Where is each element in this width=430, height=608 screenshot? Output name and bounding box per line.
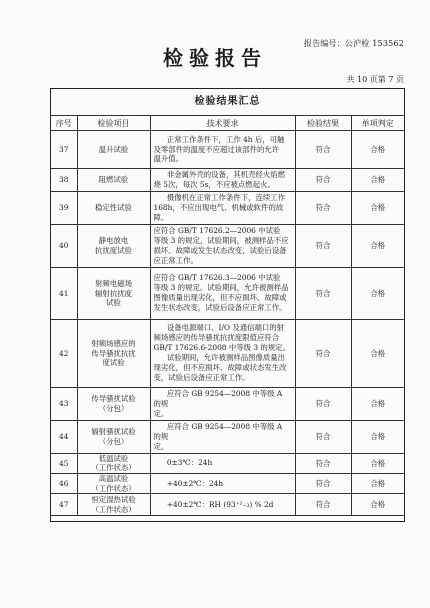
test-result: 符合 <box>295 387 351 420</box>
requirement-line: +40±2℃：RH (93⁺²₋₃) % 2d <box>166 499 274 509</box>
test-item <box>77 420 150 453</box>
technical-requirement <box>150 453 295 473</box>
test-item-line: 静电放电 <box>98 236 129 246</box>
test-item-line: 射频场感应的 <box>91 338 136 348</box>
test-result: 符合 <box>295 131 351 169</box>
technical-requirement <box>150 169 295 192</box>
row-number: 45 <box>51 453 77 473</box>
row-number: 42 <box>51 319 77 387</box>
technical-requirement <box>150 131 295 169</box>
technical-requirement <box>150 474 295 494</box>
test-item-line: 传导骚扰试验 <box>91 394 136 404</box>
technical-requirement <box>150 420 295 453</box>
item-verdict: 合格 <box>351 224 404 267</box>
technical-requirement <box>150 319 295 387</box>
item-verdict: 合格 <box>351 474 404 494</box>
col-header-item: 检验项目 <box>77 116 150 131</box>
item-verdict: 合格 <box>351 169 404 192</box>
requirement-line: 应符合 GB/T 17626.3—2006 中试验 <box>153 273 281 283</box>
test-item-line: 射频电磁场 <box>95 278 132 288</box>
requirement-line: 频场感应的传导骚扰抗扰度限值应符合 <box>153 333 280 343</box>
requirement-line: 应符合 GB 9254—2008 中等级 A 的规 <box>153 388 283 408</box>
requirement-line: 试验期间，允许被测样品图像质量出 <box>166 353 286 363</box>
test-result: 符合 <box>295 191 351 224</box>
item-verdict: 合格 <box>351 131 404 169</box>
requirement-line: 168h，不应出现电气、机械或软件的故障。 <box>153 202 284 222</box>
requirement-line: 温升值。 <box>153 154 184 164</box>
requirement-line: 应符合 GB/T 17626.2—2006 中试验 <box>153 225 281 235</box>
summary-title: 检验结果汇总 <box>51 89 404 116</box>
item-verdict: 合格 <box>351 453 404 473</box>
test-item-line: 高温试验 <box>98 474 129 484</box>
test-result: 符合 <box>295 494 351 516</box>
test-result: 符合 <box>295 453 351 473</box>
test-item-line: 辐射骚扰试验 <box>91 427 136 437</box>
requirement-line: 摄像机在正常工作条件下，连续工作 <box>166 192 286 202</box>
row-number: 41 <box>51 267 77 319</box>
page-title: 检验报告 <box>163 46 267 70</box>
requirement-line: +40±2℃：24h <box>166 478 224 488</box>
table-row <box>51 319 404 387</box>
test-item-line: （工作状态） <box>91 483 136 493</box>
test-item-line: 温升试验 <box>98 144 129 154</box>
requirement-line: GB/T 17626.6-2008 中等级 3 的规定。 <box>153 343 290 353</box>
test-item-line: （工作状态） <box>91 504 136 514</box>
test-item <box>77 224 150 267</box>
requirement-line: 现劣化，但不应损坏、故障或状态发生改 <box>153 363 287 373</box>
requirement-line: 非金属外壳的设备，其机壳经火焰燃 <box>166 170 286 179</box>
test-item-line: 传导骚扰抗扰 <box>91 348 136 358</box>
col-header-result: 检验结果 <box>295 116 351 131</box>
row-number: 44 <box>51 420 77 453</box>
table-row <box>51 267 404 319</box>
requirement-line: 损坏、故障或发生状态改变，试验后设备 <box>153 245 287 255</box>
test-item <box>77 494 150 516</box>
test-item-line: （分包） <box>98 403 129 413</box>
technical-requirement <box>150 494 295 516</box>
test-result: 符合 <box>295 169 351 192</box>
test-item-line: 辐射抗扰度 <box>95 288 132 298</box>
col-header-no: 序号 <box>51 116 77 131</box>
requirement-line: 等级 3 的规定。试验期间，允许被测样品 <box>153 283 289 293</box>
item-verdict: 合格 <box>351 420 404 453</box>
requirement-line: 定。 <box>153 441 169 451</box>
results-table <box>51 115 404 516</box>
test-item <box>77 191 150 224</box>
table-row <box>51 191 404 224</box>
row-number: 38 <box>51 169 77 192</box>
report-number: 报告编号：公沪检 153562 <box>303 39 404 48</box>
test-item-line: 恒定湿热试验 <box>91 495 136 505</box>
test-item-line: 稳定性试验 <box>95 203 132 213</box>
test-item <box>77 319 150 387</box>
item-verdict: 合格 <box>351 267 404 319</box>
test-item-line: （分包） <box>98 436 129 446</box>
test-item <box>77 453 150 473</box>
test-item <box>77 169 150 192</box>
test-result: 符合 <box>295 420 351 453</box>
row-number: 46 <box>51 474 77 494</box>
item-verdict: 合格 <box>351 494 404 516</box>
test-item-line: 低温试验 <box>98 453 129 463</box>
table-row <box>51 453 404 473</box>
row-number: 43 <box>51 387 77 420</box>
test-result: 符合 <box>295 267 351 319</box>
requirement-line: 正常工作条件下，工作 4h 后，可触 <box>166 134 285 144</box>
table-row <box>51 494 404 516</box>
requirement-line: 烧 5次，每次 5s，不应被点燃起火。 <box>153 179 275 189</box>
page-indicator: 共 10 页第 7 页 <box>346 75 404 84</box>
test-result: 符合 <box>295 319 351 387</box>
requirement-line: 发生状态改变，试验后设备应正常工作。 <box>153 303 287 313</box>
requirement-line: 应符合 GB 9254—2008 中等级 A 的规 <box>153 421 283 441</box>
requirement-line: 应正常工作。 <box>153 255 198 265</box>
row-number: 47 <box>51 494 77 516</box>
table-row <box>51 131 404 169</box>
requirement-line: 及零部件的温度不应超过该部件的允许 <box>153 144 280 154</box>
row-number: 39 <box>51 191 77 224</box>
technical-requirement <box>150 191 295 224</box>
test-item-line: 阻燃试验 <box>98 175 129 185</box>
results-frame <box>50 88 405 522</box>
row-number: 37 <box>51 131 77 169</box>
row-number: 40 <box>51 224 77 267</box>
requirement-line: 图像质量出现劣化，但不应损坏、故障或 <box>153 293 287 303</box>
item-verdict: 合格 <box>351 319 404 387</box>
col-header-verdict: 单项判定 <box>351 116 404 131</box>
requirement-line: 设备电源端口、I/O 及通信端口的射 <box>166 323 285 333</box>
test-item <box>77 474 150 494</box>
requirement-line: 定。 <box>153 408 169 418</box>
technical-requirement <box>150 267 295 319</box>
test-item <box>77 387 150 420</box>
table-row <box>51 224 404 267</box>
technical-requirement <box>150 387 295 420</box>
requirement-line: 变，试验后设备应正常工作。 <box>153 373 250 383</box>
table-row <box>51 474 404 494</box>
test-item <box>77 131 150 169</box>
col-header-requirement: 技术要求 <box>150 116 295 131</box>
requirement-line: 等级 3 的规定，试验期间，被测样品不应 <box>153 235 289 245</box>
test-result: 符合 <box>295 474 351 494</box>
test-item-line: （工作状态） <box>91 463 136 473</box>
technical-requirement <box>150 224 295 267</box>
test-item-line: 抗扰度试验 <box>95 245 132 255</box>
table-row <box>51 387 404 420</box>
test-result: 符合 <box>295 224 351 267</box>
requirement-line: 0±3℃：24h <box>166 458 213 468</box>
test-item-line: 度试验 <box>102 358 125 368</box>
table-row <box>51 420 404 453</box>
table-header-row <box>51 116 404 131</box>
item-verdict: 合格 <box>351 387 404 420</box>
item-verdict: 合格 <box>351 191 404 224</box>
test-item <box>77 267 150 319</box>
table-row <box>51 169 404 192</box>
test-item-line: 试验 <box>106 298 121 308</box>
